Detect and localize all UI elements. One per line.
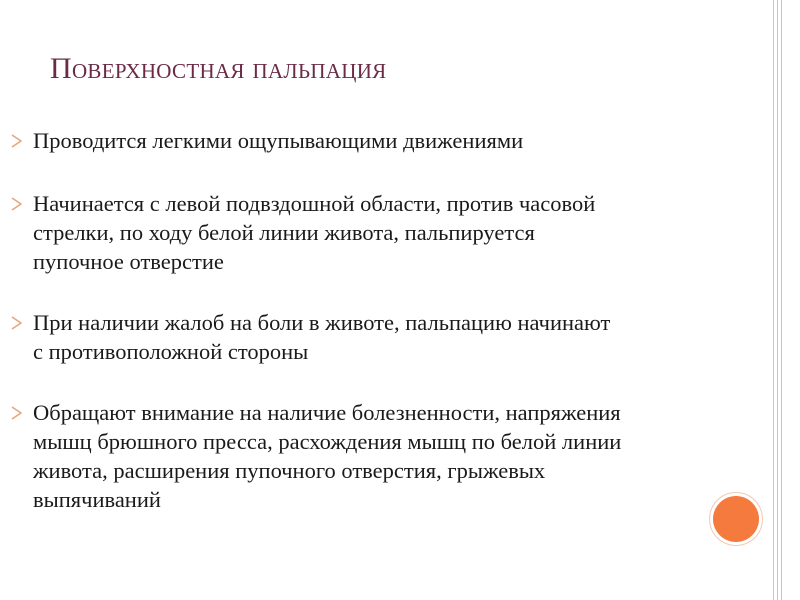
list-item <box>0 308 800 366</box>
bullet-chevron-icon <box>9 315 25 331</box>
bullet-chevron-icon <box>9 196 25 212</box>
slide-title: Поверхностная пальпация <box>50 52 387 85</box>
bullet-list <box>0 126 800 514</box>
list-item <box>0 189 800 276</box>
bullet-text: Обращают внимание на наличие болезненности, напряжения мышц брюшного пресса, расхождения мышц по белой линии живота, расширения пупочного отверстия, грыжевых выпячиваний <box>33 400 622 512</box>
bullet-text: Проводится легкими ощупывающими движениями <box>33 128 524 153</box>
bullet-chevron-icon <box>9 405 25 421</box>
orange-circle-decoration <box>713 496 759 542</box>
bullet-text: Начинается с левой подвздошной области, против часовой стрелки, по ходу белой линии живота, пальпируется пупочное отверстие <box>33 191 596 274</box>
bullet-chevron-icon <box>9 133 25 149</box>
bullet-text: При наличии жалоб на боли в животе, пальпацию начинают с противоположной стороны <box>33 310 611 364</box>
list-item <box>0 398 800 514</box>
list-item <box>0 126 800 155</box>
